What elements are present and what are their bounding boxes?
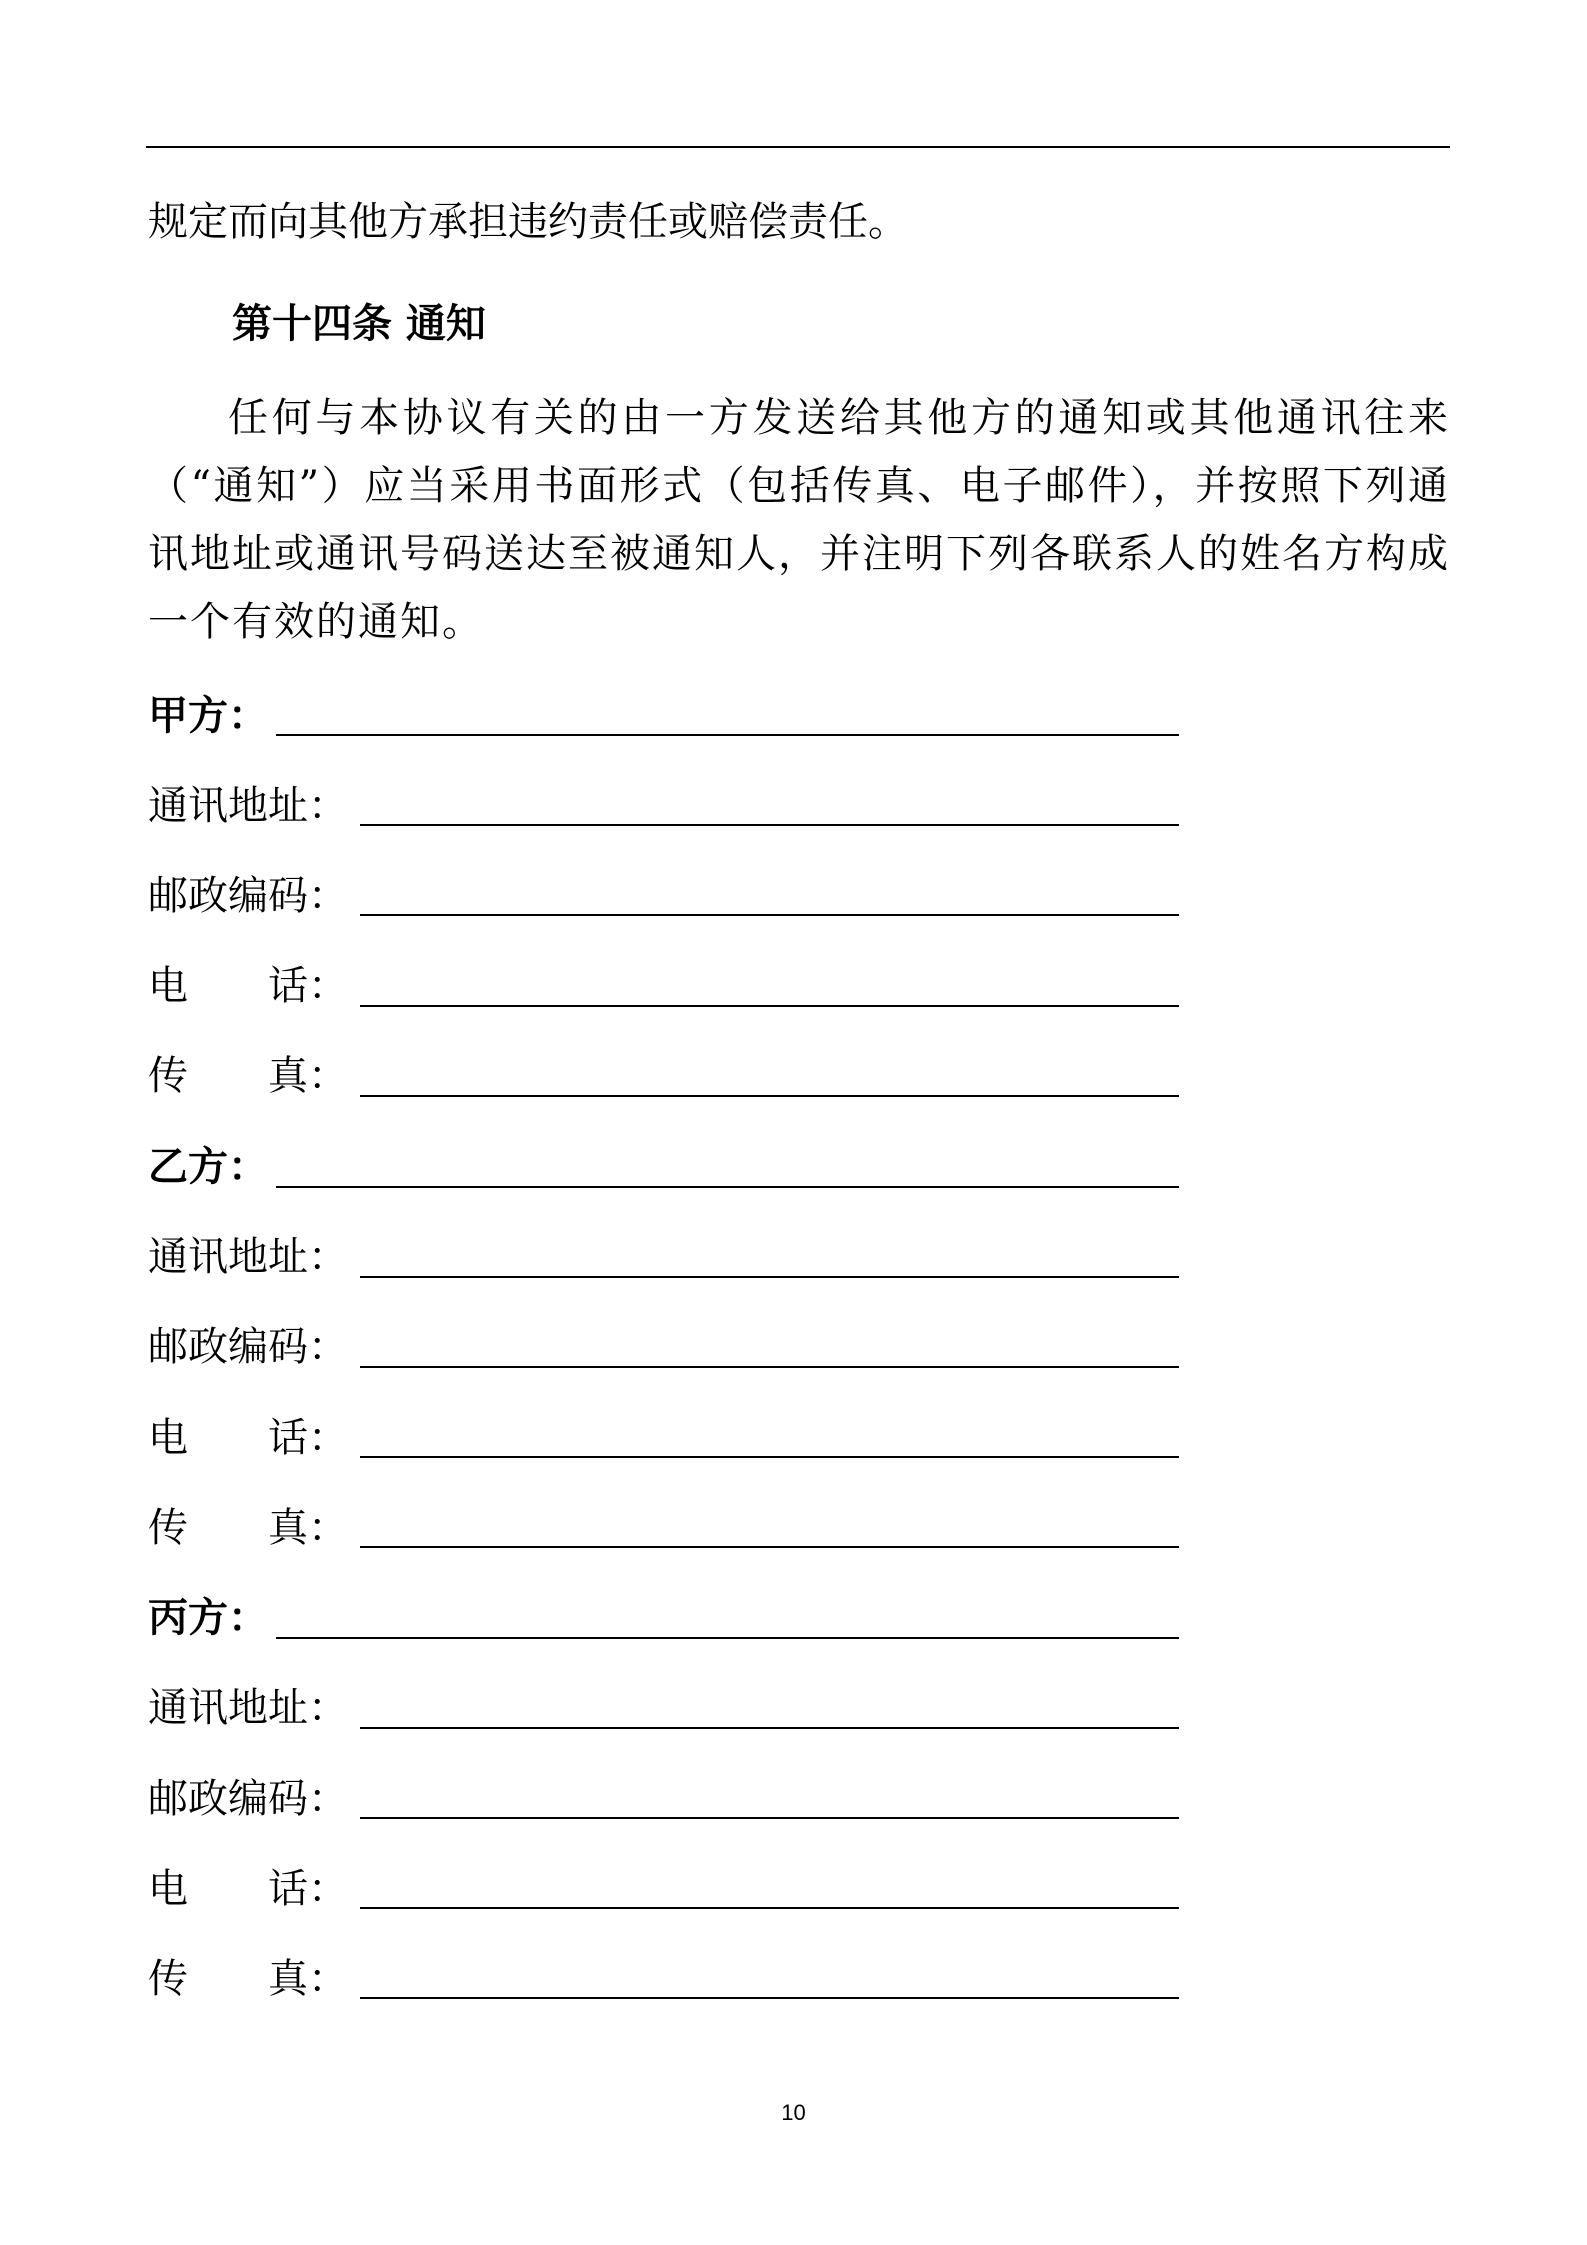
party-a-phone-line[interactable]	[360, 1005, 1179, 1007]
party-b-phone-label: 电 话：	[148, 1415, 348, 1461]
party-c-label: 丙方：	[148, 1594, 268, 1641]
party-c-phone-label: 电 话：	[148, 1866, 348, 1912]
party-a-line[interactable]	[276, 734, 1179, 736]
party-b-address-line[interactable]	[360, 1276, 1179, 1278]
party-c-postcode-label: 邮政编码：	[148, 1776, 348, 1822]
party-c-phone-line[interactable]	[360, 1907, 1179, 1909]
party-a-fax-line[interactable]	[360, 1095, 1179, 1097]
article-heading: 第十四条 通知	[232, 300, 486, 347]
party-a-label: 甲方：	[148, 692, 268, 739]
continuation-text: 规定而向其他方承担违约责任或赔偿责任。	[148, 199, 908, 245]
party-b-fax-label: 传 真：	[148, 1505, 348, 1551]
party-c-fax-line[interactable]	[360, 1997, 1179, 1999]
party-b-label: 乙方：	[148, 1143, 268, 1190]
party-b-line[interactable]	[276, 1186, 1179, 1188]
party-c-address-line[interactable]	[360, 1727, 1179, 1729]
party-b-address-label: 通讯地址：	[148, 1234, 348, 1280]
party-b-fax-line[interactable]	[360, 1546, 1179, 1548]
party-c-fax-label: 传 真：	[148, 1956, 348, 2002]
party-c-address-label: 通讯地址：	[148, 1685, 348, 1731]
notice-paragraph: 任何与本协议有关的由一方发送给其他方的通知或其他通讯往来（“通知”）应当采用书面形式（包括传真、电子邮件），并按照下列通讯地址或通讯号码送达至被通知人，并注明下列各联系人的姓名方构成一个有效的通知。	[148, 395, 1450, 645]
party-b-postcode-line[interactable]	[360, 1366, 1179, 1368]
party-a-postcode-label: 邮政编码：	[148, 873, 348, 919]
header-rule	[146, 146, 1450, 148]
party-b-postcode-label: 邮政编码：	[148, 1324, 348, 1370]
page-number: 10	[781, 2100, 806, 2125]
party-c-line[interactable]	[276, 1637, 1179, 1639]
party-a-address-label: 通讯地址：	[148, 783, 348, 829]
party-a-fax-label: 传 真：	[148, 1053, 348, 1099]
party-a-address-line[interactable]	[360, 824, 1179, 826]
party-b-phone-line[interactable]	[360, 1456, 1179, 1458]
party-c-postcode-line[interactable]	[360, 1817, 1179, 1819]
party-a-phone-label: 电 话：	[148, 963, 348, 1009]
party-a-postcode-line[interactable]	[360, 914, 1179, 916]
